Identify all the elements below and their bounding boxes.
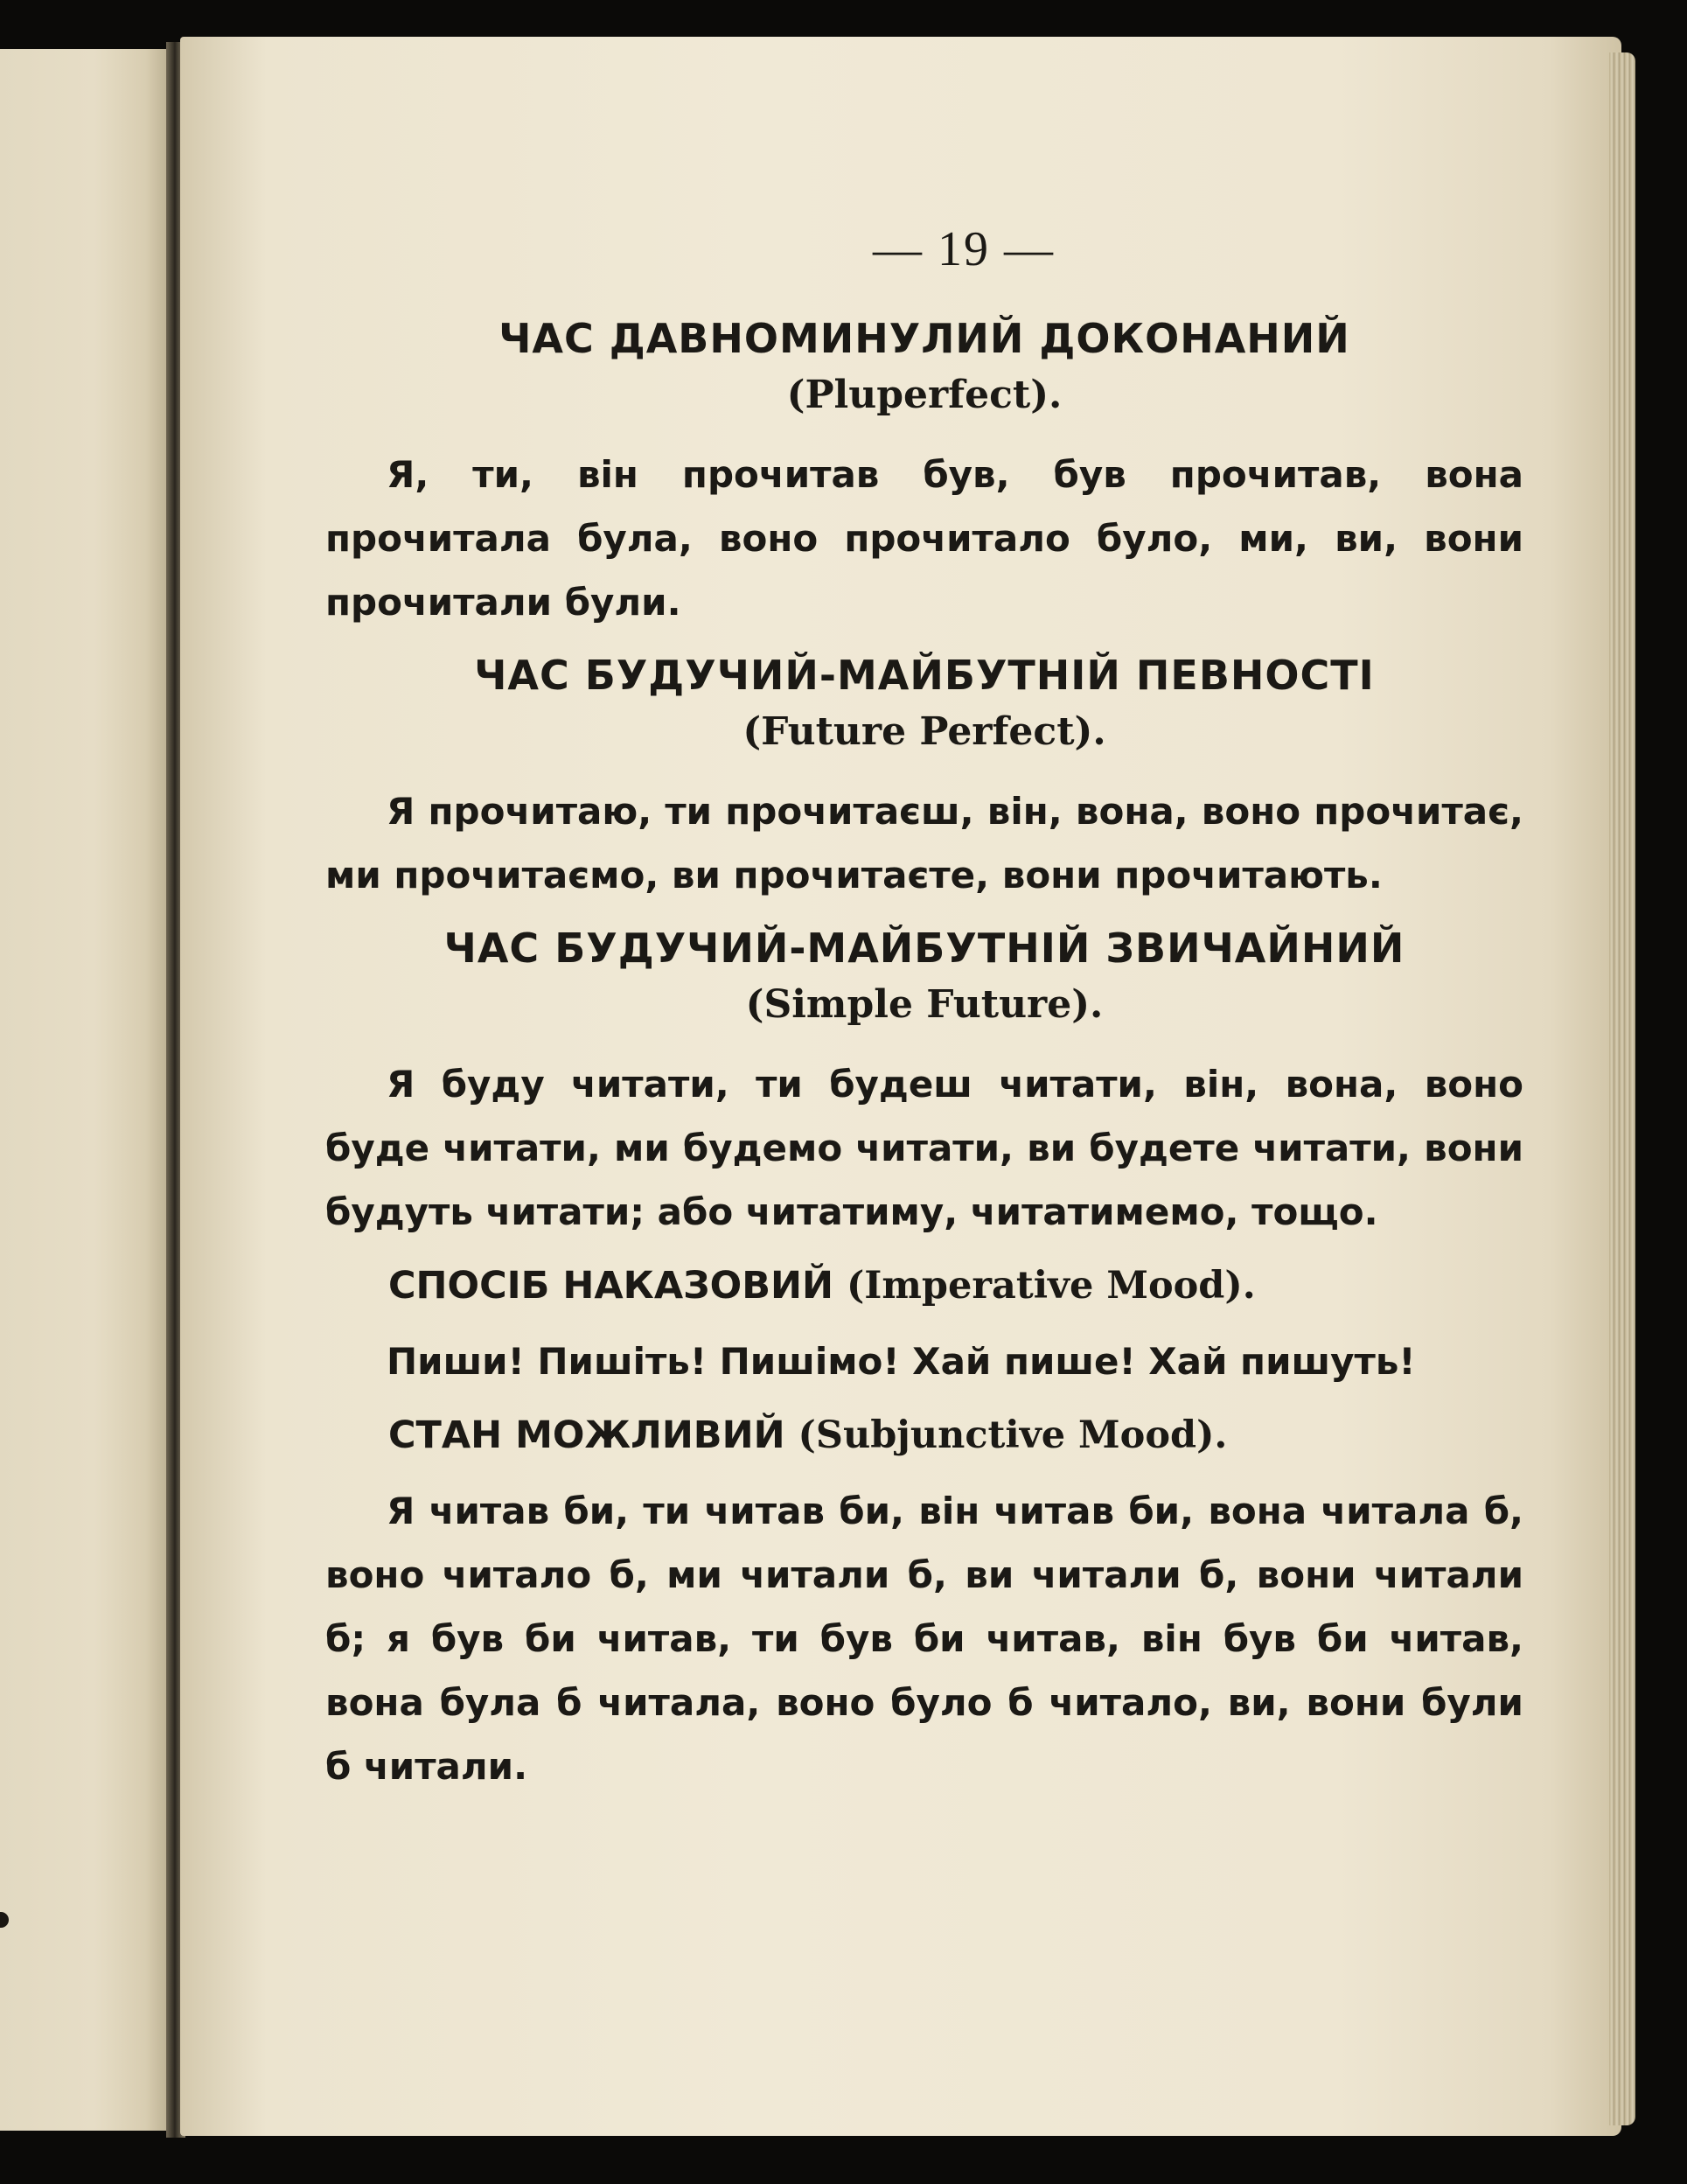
page-stack-edge xyxy=(1609,52,1635,2125)
section-subheading: (Future Perfect). xyxy=(742,709,1106,754)
section-heading: ЧАС ДАВНОМИНУЛИЙ ДОКОНАНИЙ xyxy=(498,315,1350,362)
section-heading-line xyxy=(325,1406,1523,1465)
page-text xyxy=(325,219,1523,1811)
section-pluperfect xyxy=(325,310,1523,634)
section-subheading: (Imperative Mood). xyxy=(846,1264,1256,1308)
section-heading: ЧАС БУДУЧИЙ-МАЙБУТНІЙ ЗВИЧАЙНИЙ xyxy=(443,925,1405,972)
section-subjunctive xyxy=(325,1406,1523,1798)
section-heading: СТАН МОЖЛИВИЙ xyxy=(388,1413,785,1457)
section-subheading: (Simple Future). xyxy=(745,982,1104,1027)
page-number: — 19 — xyxy=(873,222,1055,276)
section-heading: СПОСІБ НАКАЗОВИЙ xyxy=(388,1264,833,1308)
section-paragraph: Я читав би, ти читав би, він читав би, вона читала б, воно читало б, ми читали б, ви читали б, вони читали б; я був би читав, ти був би читав, він був би читав, вона була б читала, воно було б читало, ви, вони були б читали. xyxy=(325,1490,1523,1788)
section-subheading: (Subjunctive Mood). xyxy=(798,1413,1228,1457)
section-paragraph: Я прочитаю, ти прочитаєш, він, вона, воно прочитає, ми прочитаємо, ви прочитаєте, вони прочитають. xyxy=(325,790,1523,897)
section-subheading: (Pluperfect). xyxy=(786,373,1063,417)
section-simple-future xyxy=(325,919,1523,1244)
section-imperative xyxy=(325,1256,1523,1393)
section-paragraph: Пиши! Пишіть! Пишімо! Хай пише! Хай пишуть! xyxy=(387,1340,1416,1383)
left-page-mark xyxy=(0,1912,9,1928)
section-heading-line xyxy=(325,1256,1523,1315)
section-paragraph: Я, ти, він прочитав був, був прочитав, вона прочитала була, воно прочитало було, ми, ви, вони прочитали були. xyxy=(325,453,1523,624)
section-future-perfect xyxy=(325,646,1523,907)
section-heading: ЧАС БУДУЧИЙ-МАЙБУТНІЙ ПЕВНОСТІ xyxy=(474,652,1375,699)
section-paragraph: Я буду читати, ти будеш читати, він, вона, воно буде читати, ми будемо читати, ви будете читати, вони будуть читати; або читатиму, читатимемо, тощо. xyxy=(325,1063,1523,1233)
left-page-edge xyxy=(0,49,171,2131)
